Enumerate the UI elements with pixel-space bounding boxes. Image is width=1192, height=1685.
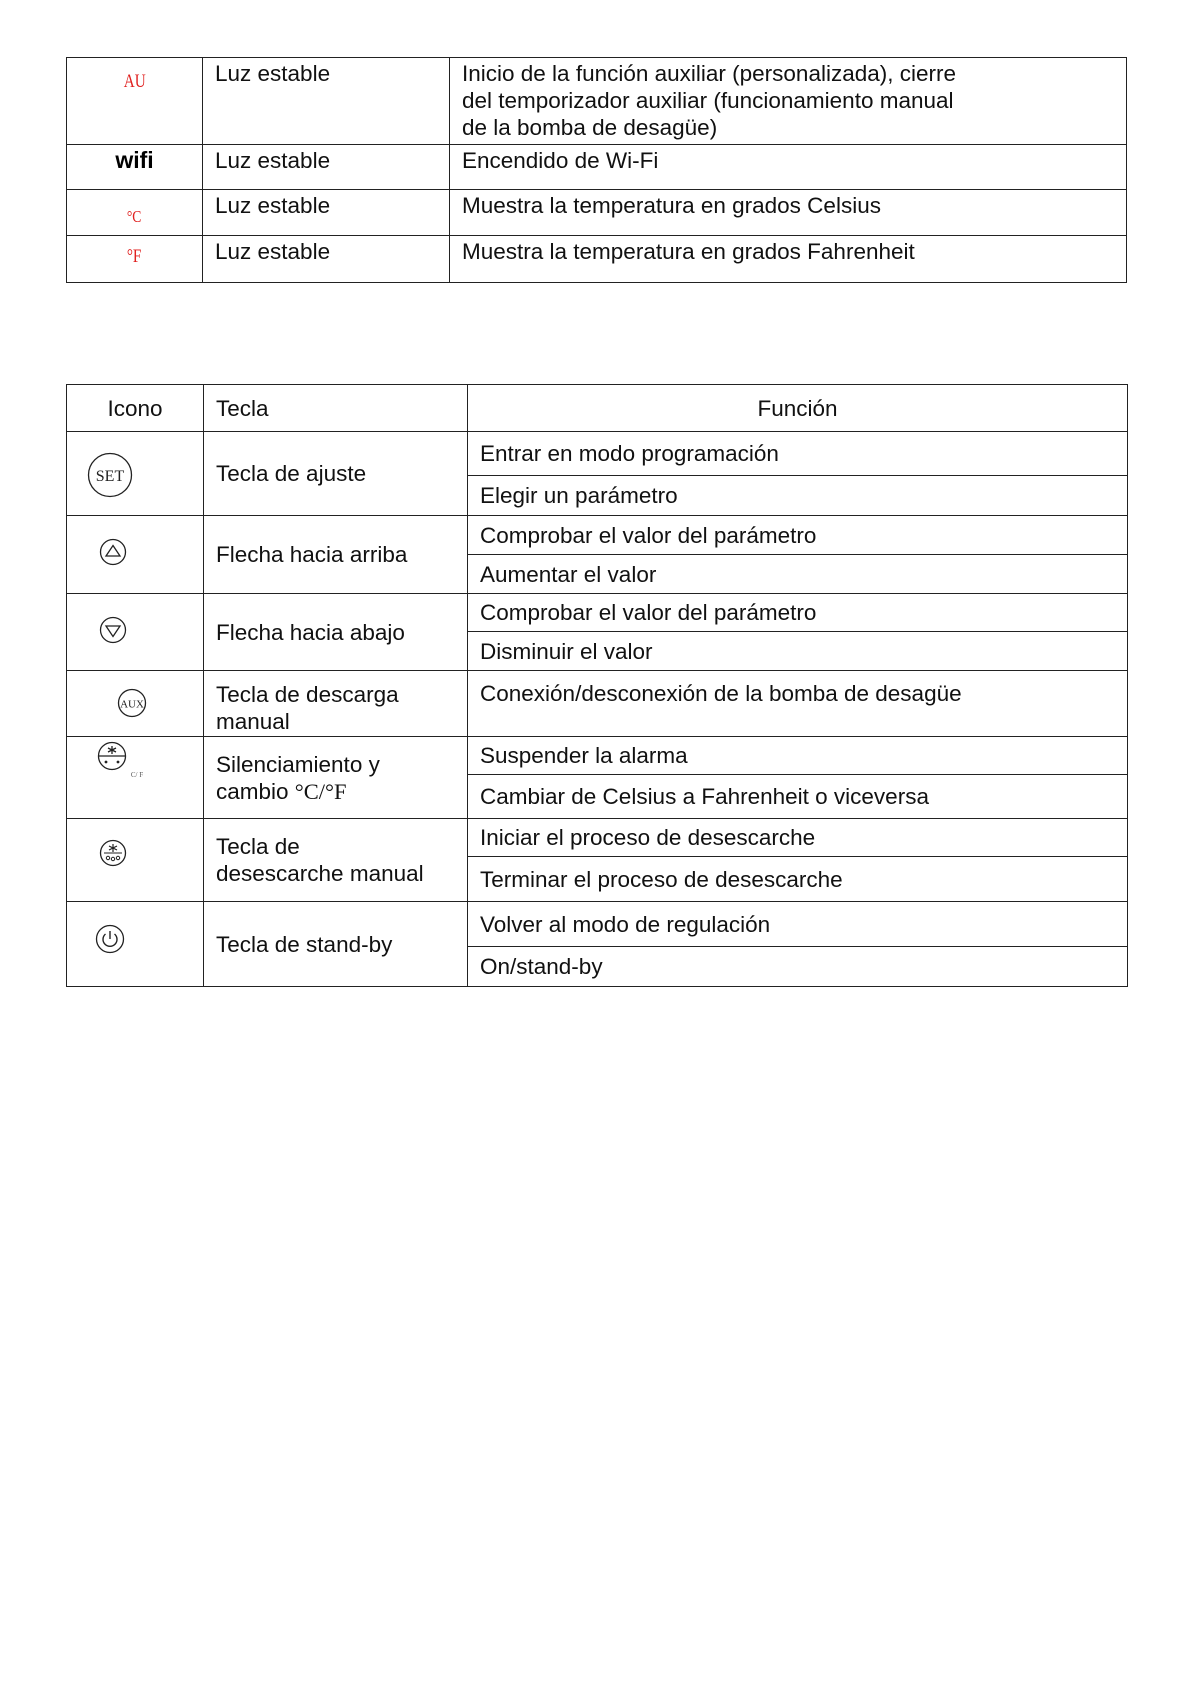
key-name-line: Flecha hacia abajo	[216, 619, 405, 645]
key-function: Disminuir el valor	[468, 632, 1128, 671]
key-icon-cell	[67, 432, 204, 516]
key-name-line: manual	[216, 709, 290, 734]
key-row-aux	[67, 671, 1128, 737]
function-line: Muestra la temperatura en grados Fahrenheit	[462, 239, 915, 264]
indicator-state: Luz estable	[203, 145, 450, 190]
fahrenheit-indicator-icon: °F	[127, 246, 142, 267]
key-row-mute	[67, 737, 1128, 775]
key-name	[204, 671, 468, 737]
key-function: Elegir un parámetro	[468, 476, 1128, 516]
au-indicator-icon: AU	[123, 71, 146, 92]
function-line: Muestra la temperatura en grados Celsius	[462, 193, 881, 218]
key-row-down	[67, 594, 1128, 632]
function-line: Inicio de la función auxiliar (personalizada), cierre	[462, 61, 957, 86]
down-arrow-key-icon	[99, 616, 127, 644]
aux-key-icon	[117, 688, 147, 718]
function-line: de la bomba de desagüe)	[462, 115, 718, 140]
key-name-line: desescarche manual	[216, 861, 424, 886]
indicator-row-fahrenheit	[67, 236, 1127, 283]
indicator-icon-cell	[67, 190, 203, 236]
indicator-row-au	[67, 58, 1127, 145]
key-name-line: Tecla de descarga	[216, 682, 399, 707]
key-name-line: Tecla de ajuste	[216, 461, 367, 486]
key-icon-cell	[67, 671, 204, 737]
key-name-text: cambio	[216, 778, 295, 804]
key-name	[204, 432, 468, 516]
key-name	[204, 594, 468, 671]
key-icon-cell	[67, 819, 204, 902]
key-row-up	[67, 516, 1128, 555]
defrost-key-icon	[99, 839, 127, 867]
key-function: Iniciar el proceso de desescarche	[468, 819, 1128, 857]
key-function: Conexión/desconexión de la bomba de desagüe	[468, 671, 1128, 737]
key-icon-cell	[67, 594, 204, 671]
celsius-indicator-icon: °C	[127, 207, 142, 226]
key-name	[204, 902, 468, 987]
unit-label: °C/°F	[294, 778, 347, 804]
function-line: Encendido de Wi-Fi	[462, 148, 659, 173]
indicator-icon-cell	[67, 236, 203, 283]
indicator-function	[450, 236, 1127, 283]
indicator-icon-cell	[67, 58, 203, 145]
key-row-set	[67, 432, 1128, 476]
key-icon-cell	[67, 902, 204, 987]
indicator-state: Luz estable	[203, 236, 450, 283]
key-row-standby	[67, 902, 1128, 947]
up-arrow-key-icon	[99, 538, 127, 566]
key-name	[204, 819, 468, 902]
indicator-state: Luz estable	[203, 58, 450, 145]
key-row-defrost	[67, 819, 1128, 857]
header-icon: Icono	[67, 385, 204, 432]
key-table	[66, 384, 1128, 987]
key-function: On/stand-by	[468, 947, 1128, 987]
key-function: Comprobar el valor del parámetro	[468, 594, 1128, 632]
key-function: Volver al modo de regulación	[468, 902, 1128, 947]
key-icon-cell	[67, 737, 204, 819]
key-function: Entrar en modo programación	[468, 432, 1128, 476]
set-key-icon	[87, 452, 133, 498]
aux-icon-text: AUX	[120, 698, 144, 711]
key-name-line: Tecla de stand-by	[216, 931, 393, 957]
header-function: Función	[468, 385, 1128, 432]
key-function: Suspender la alarma	[468, 737, 1128, 775]
set-icon-text: SET	[95, 468, 125, 485]
key-function: Cambiar de Celsius a Fahrenheit o viceversa	[468, 775, 1128, 819]
unit-icon-text: C/ F	[130, 771, 144, 779]
power-standby-key-icon	[95, 924, 125, 954]
key-name-line: Tecla de	[216, 834, 300, 859]
key-function: Terminar el proceso de desescarche	[468, 857, 1128, 902]
key-name-line	[216, 778, 467, 805]
header-key: Tecla	[204, 385, 468, 432]
indicator-row-wifi	[67, 145, 1127, 190]
mute-unit-key-icon	[97, 741, 149, 785]
key-icon-cell	[67, 516, 204, 594]
key-name	[204, 516, 468, 594]
indicator-function	[450, 190, 1127, 236]
function-line: del temporizador auxiliar (funcionamiento manual	[462, 88, 954, 113]
wifi-indicator-icon: wifi	[115, 147, 154, 173]
key-name-line: Silenciamiento y	[216, 751, 380, 777]
indicator-row-celsius	[67, 190, 1127, 236]
indicator-state: Luz estable	[203, 190, 450, 236]
key-name	[204, 737, 468, 819]
indicator-function	[450, 145, 1127, 190]
key-function: Aumentar el valor	[468, 555, 1128, 594]
indicator-function	[450, 58, 1127, 145]
key-table-header	[67, 385, 1128, 432]
indicator-icon-cell	[67, 145, 203, 190]
key-name-line: Flecha hacia arriba	[216, 542, 408, 567]
indicator-table	[66, 57, 1127, 283]
key-function: Comprobar el valor del parámetro	[468, 516, 1128, 555]
